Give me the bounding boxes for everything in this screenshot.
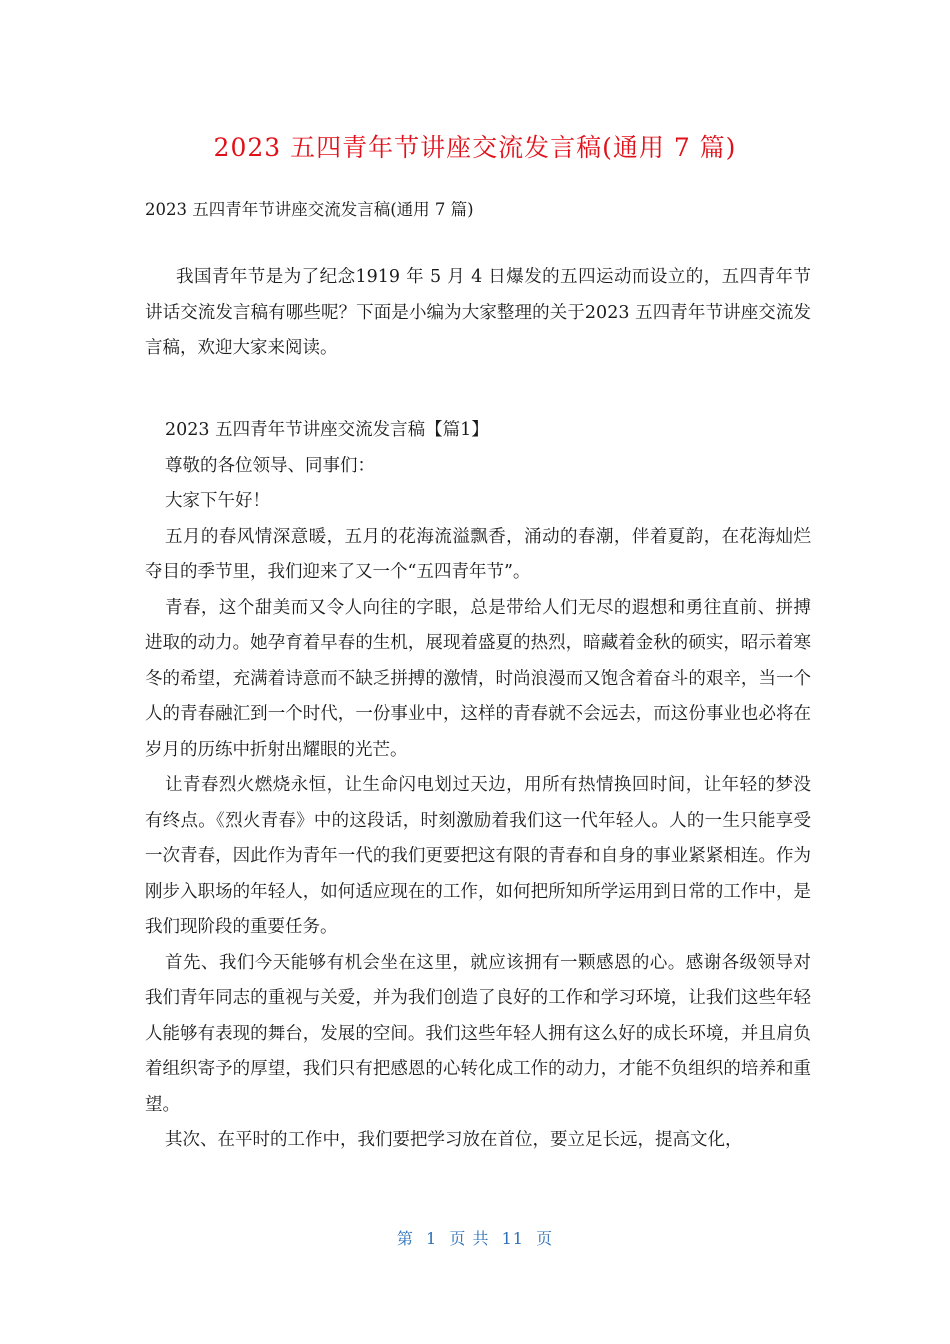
body-paragraph: 五月的春风情深意暖，五月的花海流溢飘香，涌动的春潮，伴着夏韵，在花海灿烂夺目的季节里，我们迎来了又一个“五四青年节”。: [145, 526, 811, 582]
salutation-line: 大家下午好！: [165, 491, 270, 511]
greeting-line: 尊敬的各位领导、同事们：: [165, 455, 375, 476]
page-number-footer: 第 1 页 共 11 页: [396, 1229, 554, 1248]
section-block: [145, 413, 811, 1159]
body-paragraph: 其次、在平时的工作中，我们要把学习放在首位，要立足长远，提高文化，: [165, 1130, 743, 1150]
body-paragraph: 首先、我们今天能够有机会坐在这里，就应该拥有一颗感恩的心。感谢各级领导对我们青年同志的重视与关爱，并为我们创造了良好的工作和学习环境，让我们这些年轻人能够有表现的舞台，发展的空间。我们这些年轻人拥有这么好的成长环境，并且肩负着组织寄予的厚望，我们只有把感恩的心转化成工作的动力，才能不负组织的培养和重望。: [145, 952, 811, 1115]
body-paragraph: 让青春烈火燃烧永恒，让生命闪电划过天边，用所有热情换回时间，让年轻的梦没有终点。《烈火青春》中的这段话，时刻激励着我们这一代年轻人。人的一生只能享受一次青春，因此作为青年一代的我们更要把这有限的青春和自身的事业紧紧相连。作为刚步入职场的年轻人，如何适应现在的工作，如何把所知所学运用到日常的工作中，是我们现阶段的重要任务。: [145, 775, 811, 937]
document-title: 2023 五四青年节讲座交流发言稿(通用 7 篇): [213, 133, 737, 162]
intro-paragraph: 我国青年节是为了纪念1919 年 5 月 4 日爆发的五四运动而设立的，五四青年节讲话交流发言稿有哪些呢？下面是小编为大家整理的关于2023 五四青年节讲座交流发言稿，欢迎大家来阅读。: [145, 267, 811, 358]
section-heading: 2023 五四青年节讲座交流发言稿【篇1】: [165, 420, 489, 440]
document-subtitle: 2023 五四青年节讲座交流发言稿(通用 7 篇): [145, 200, 474, 219]
body-paragraph: 青春，这个甜美而又令人向往的字眼，总是带给人们无尽的遐想和勇往直前、拼搏进取的动力。她孕育着早春的生机，展现着盛夏的热烈，暗藏着金秋的硕实，昭示着寒冬的希望，充满着诗意而不缺乏拼搏的激情，时尚浪漫而又饱含着奋斗的艰辛，当一个人的青春融汇到一个时代，一份事业中，这样的青春就不会远去，而这份事业也必将在岁月的历练中折射出耀眼的光芒。: [145, 597, 811, 760]
intro-block: [145, 260, 811, 367]
